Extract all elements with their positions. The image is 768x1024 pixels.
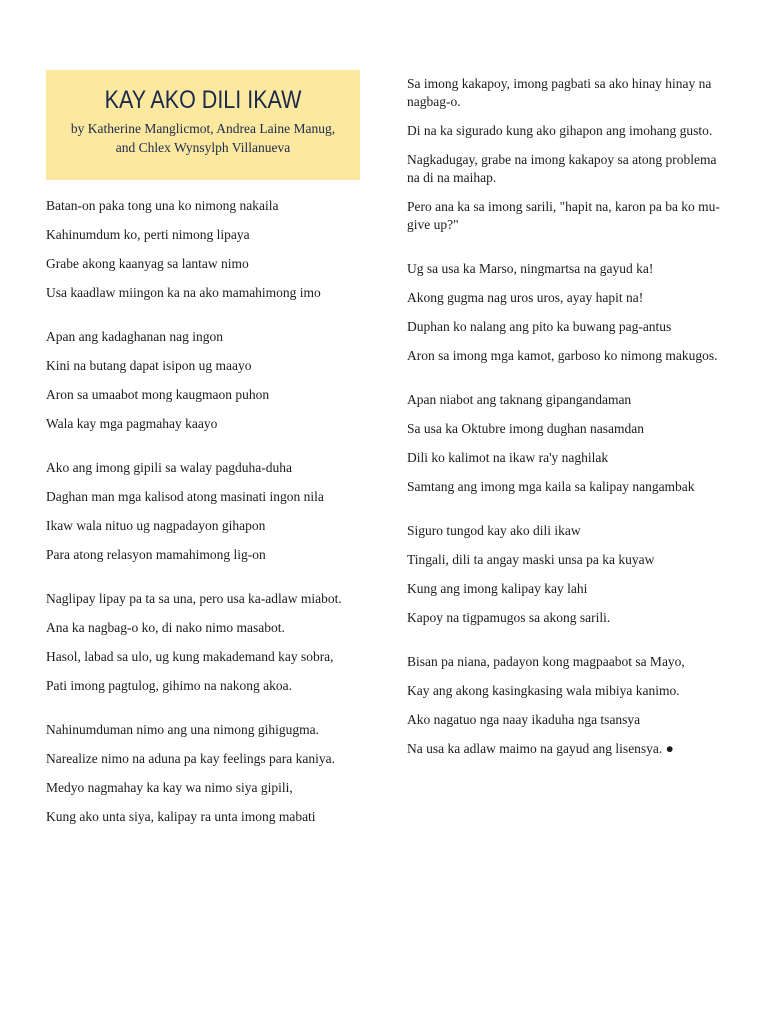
poem-line: Sa imong kakapoy, imong pagbati sa ako hinay hinay na nagbag-o. xyxy=(407,76,712,109)
poem-line: Ako nagatuo nga naay ikaduha nga tsansya xyxy=(407,712,641,727)
poem-line: Ikaw wala nituo ug nagpadayon gihapon xyxy=(46,518,266,533)
poem-title: KAY AKO DILI IKAW xyxy=(104,86,302,114)
byline-line: by Katherine Manglicmot, Andrea Laine Manug, xyxy=(70,121,336,136)
poem-line: Aron sa umaabot mong kaugmaon puhon xyxy=(46,387,270,402)
poem-line: Wala kay mga pagmahay kaayo xyxy=(46,416,218,431)
poem-line: Kung ang imong kalipay kay lahi xyxy=(407,581,588,596)
poem-line: Kini na butang dapat isipon ug maayo xyxy=(46,358,252,373)
poem-line: Apan ang kadaghanan nag ingon xyxy=(46,329,223,344)
stanza xyxy=(407,75,725,234)
poem-line: Di na ka sigurado kung ako gihapon ang imohang gusto. xyxy=(407,123,713,138)
poem-line: Usa kaadlaw miingon ka na ako mamahimong imo xyxy=(46,285,321,300)
poem-line: Nagkadugay, grabe na imong kakapoy sa atong problema na di na maihap. xyxy=(407,152,717,185)
poem-line: Grabe akong kaanyag sa lantaw nimo xyxy=(46,256,249,271)
author-byline xyxy=(46,119,360,157)
stanza xyxy=(46,328,364,433)
poem-line: Hasol, labad sa ulo, ug kung makademand kay sobra, xyxy=(46,649,334,664)
poem-line: Kapoy na tigpamugos sa akong sarili. xyxy=(407,610,611,625)
poem-line: Sa usa ka Oktubre imong dughan nasamdan xyxy=(407,421,644,436)
poem-line: Batan-on paka tong una ko nimong nakaila xyxy=(46,198,279,213)
stanza xyxy=(46,459,364,564)
poem-line: Ana ka nagbag-o ko, di nako nimo masabot. xyxy=(46,620,285,635)
left-column xyxy=(46,197,364,852)
stanza xyxy=(407,653,725,758)
stanza xyxy=(46,590,364,695)
stanza xyxy=(46,721,364,826)
poem-line: Ug sa usa ka Marso, ningmartsa na gayud ka! xyxy=(407,261,654,276)
poem-line: Daghan man mga kalisod atong masinati ingon nila xyxy=(46,489,324,504)
poem-line: Kung ako unta siya, kalipay ra unta imong mabati xyxy=(46,809,316,824)
poem-line: Duphan ko nalang ang pito ka buwang pag-antus xyxy=(407,319,672,334)
stanza xyxy=(46,197,364,302)
poem-line: Na usa ka adlaw maimo na gayud ang lisensya. ● xyxy=(407,741,674,756)
poem-line: Siguro tungod kay ako dili ikaw xyxy=(407,523,581,538)
poem-line: Nahinumduman nimo ang una nimong gihigugma. xyxy=(46,722,319,737)
byline-line: and Chlex Wynsylph Villanueva xyxy=(115,140,291,155)
poem-line: Pati imong pagtulog, gihimo na nakong akoa. xyxy=(46,678,292,693)
stanza xyxy=(407,522,725,627)
poem-line: Ako ang imong gipili sa walay pagduha-duha xyxy=(46,460,292,475)
poem-line: Narealize nimo na aduna pa kay feelings para kaniya. xyxy=(46,751,335,766)
poem-line: Kahinumdum ko, perti nimong lipaya xyxy=(46,227,250,242)
right-column xyxy=(407,75,725,784)
poem-line: Aron sa imong mga kamot, garboso ko nimong makugos. xyxy=(407,348,718,363)
poem-line: Samtang ang imong mga kaila sa kalipay nangambak xyxy=(407,479,695,494)
poem-line: Pero ana ka sa imong sarili, "hapit na, karon pa ba ko mu-give up?" xyxy=(407,199,720,232)
poem-line: Bisan pa niana, padayon kong magpaabot sa Mayo, xyxy=(407,654,685,669)
poem-line: Tingali, dili ta angay maski unsa pa ka kuyaw xyxy=(407,552,655,567)
poem-line: Akong gugma nag uros uros, ayay hapit na! xyxy=(407,290,644,305)
stanza xyxy=(407,260,725,365)
poem-line: Kay ang akong kasingkasing wala mibiya kanimo. xyxy=(407,683,680,698)
poem-line: Medyo nagmahay ka kay wa nimo siya gipili, xyxy=(46,780,293,795)
poem-line: Naglipay lipay pa ta sa una, pero usa ka-adlaw miabot. xyxy=(46,591,342,606)
stanza xyxy=(407,391,725,496)
title-box xyxy=(46,70,360,180)
poem-line: Para atong relasyon mamahimong lig-on xyxy=(46,547,266,562)
poem-line: Dili ko kalimot na ikaw ra'y naghilak xyxy=(407,450,609,465)
poem-line: Apan niabot ang taknang gipangandaman xyxy=(407,392,632,407)
